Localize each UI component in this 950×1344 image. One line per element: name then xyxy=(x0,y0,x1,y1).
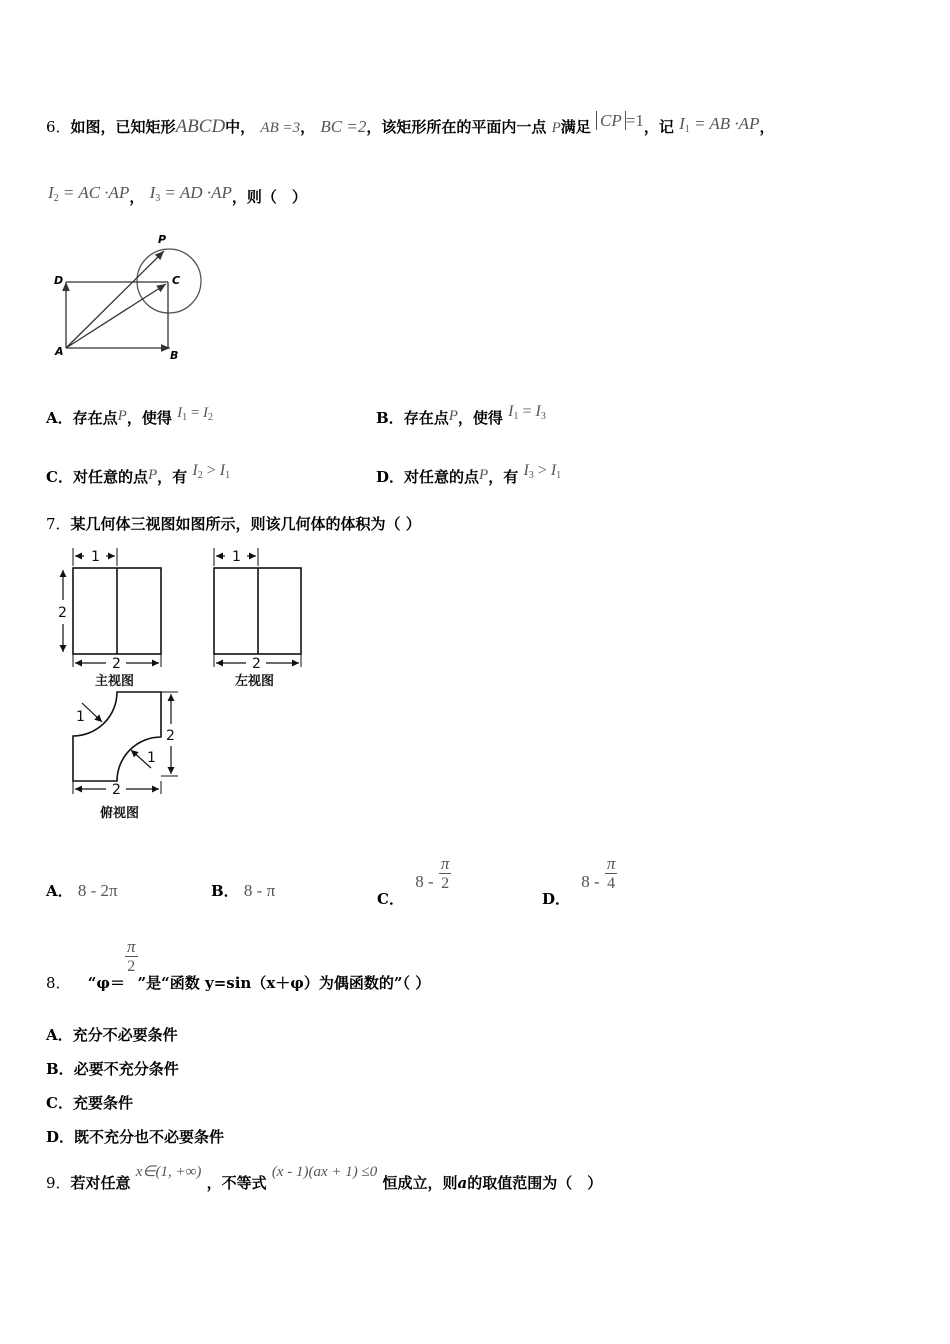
q7-option-b-label: B． xyxy=(211,882,239,900)
q6-text-2: 中， xyxy=(225,118,256,136)
q6-option-d-pre: 对任意的点 xyxy=(404,468,480,486)
q7-option-a-value: 8 - 2π xyxy=(77,881,118,900)
q6-line2 xyxy=(48,183,307,208)
q6-bc-eq: BC =2 xyxy=(320,117,367,136)
q7-top-dim-arc1: 1 xyxy=(76,709,85,725)
q6-vec-ac xyxy=(66,284,166,348)
q6-i3-def: $I_3$ = AD ·AP xyxy=(149,183,232,204)
q6-label-b: B xyxy=(170,349,179,362)
q9-text-4: 的取值范围为（ ） xyxy=(467,1174,603,1192)
q9-text-3: 恒成立，则 xyxy=(382,1174,458,1192)
q8-text-2: ”是“函数 y=sin（x＋φ）为偶函数的”（ ） xyxy=(137,973,431,992)
q6-option-d-p: P xyxy=(479,467,489,483)
q6-option-b-mid: ，使得 xyxy=(457,409,503,427)
q6-rectangle-figure xyxy=(46,228,210,368)
q6-option-a-expr: $I_1 = I_2$ xyxy=(177,405,214,423)
q7-top-label: 俯视图 xyxy=(100,806,140,821)
q8-option-c-text: 充要条件 xyxy=(72,1094,133,1112)
q6-option-c-mid: ，有 xyxy=(157,468,188,486)
q6-label-p: P xyxy=(158,233,167,246)
q7-front-dim-top: 1 xyxy=(91,549,100,565)
q7-front-dim-left: 2 xyxy=(58,605,67,621)
q6-text-3: ，该矩形所在的平面内一点 xyxy=(366,118,547,136)
q6-option-d-expr: $I_3 > I_1$ xyxy=(523,462,562,481)
q7-option-d-whole: 8 - xyxy=(581,871,600,891)
q6-option-d-label: D． xyxy=(376,468,405,486)
q9-text-2: ，不等式 xyxy=(206,1174,267,1192)
q6-line1 xyxy=(46,111,775,138)
q6-number: 6． xyxy=(46,118,71,136)
q7-front-label: 主视图 xyxy=(95,674,135,689)
q6-label-c: C xyxy=(172,274,181,287)
q7-option-d[interactable] xyxy=(542,854,617,908)
q7-option-c-whole: 8 - xyxy=(415,871,434,891)
q6-option-b-p: P xyxy=(448,408,458,424)
q7-option-c-fraction: $\frac{\pi}{2}$ xyxy=(440,854,450,892)
q6-option-c-label: C． xyxy=(46,468,73,486)
q8-option-d[interactable] xyxy=(46,1126,224,1147)
q6-option-a-p: P xyxy=(117,408,127,424)
q9-text-1: 若对任意 xyxy=(70,1174,131,1192)
q6-circle xyxy=(137,249,201,313)
q7-text: 某几何体三视图如图所示，则该几何体的体积为（ ） xyxy=(70,515,421,533)
q9-var-a: a xyxy=(457,1174,468,1192)
q6-comma-2: ， xyxy=(759,118,775,136)
q7-option-b-value: 8 - π xyxy=(243,881,276,900)
q6-text-1: 如图，已知矩形 xyxy=(70,118,176,136)
q6-option-b-expr: $I_1 = I_3$ xyxy=(508,403,546,422)
q8-option-d-label: D． xyxy=(46,1128,75,1146)
q6-option-d-mid: ，有 xyxy=(488,468,519,486)
q6-option-b[interactable] xyxy=(376,403,546,429)
q6-option-d[interactable] xyxy=(376,462,562,488)
q6-vec-ap xyxy=(66,251,164,348)
q7-number: 7． xyxy=(46,515,71,533)
q7-option-c[interactable] xyxy=(377,854,451,908)
q7-top-view xyxy=(73,692,161,781)
q6-option-b-pre: 存在点 xyxy=(403,409,449,427)
q7-top-dim-arc2: 1 xyxy=(147,750,156,766)
q6-i3-rhs: = AD ·AP xyxy=(164,183,232,202)
q6-option-a[interactable] xyxy=(46,407,213,429)
q7-option-c-label: C． xyxy=(377,889,404,908)
q6-point-p: P xyxy=(551,120,561,136)
q6-i2-def: $I_2$ = AC ·AP xyxy=(48,183,130,204)
q7-option-d-fraction: $\frac{\pi}{4}$ xyxy=(606,854,616,892)
q6-comma-1: ， xyxy=(300,118,316,136)
q7-side-dim-bottom: 2 xyxy=(252,656,261,672)
q7-option-b[interactable] xyxy=(211,880,275,901)
q6-option-a-label: A． xyxy=(46,409,73,427)
q6-option-c-pre: 对任意的点 xyxy=(72,468,148,486)
q6-comma-3: ， xyxy=(129,188,145,206)
q7-option-a-label: A． xyxy=(46,882,73,900)
q8-fraction: $\frac{\pi}{2}$ xyxy=(126,937,136,975)
q6-text-5: ，记 xyxy=(643,118,674,136)
q7-front-dim-bottom: 2 xyxy=(112,656,121,672)
q8-option-a[interactable] xyxy=(46,1024,178,1045)
q8-option-c[interactable] xyxy=(46,1092,133,1113)
q6-option-c-p: P xyxy=(147,467,158,483)
q6-i1-rhs: = AB ·AP xyxy=(694,114,760,133)
q6-text-4: 满足 xyxy=(560,118,591,136)
q7-top-dim-bottom: 2 xyxy=(112,782,121,798)
q6-ab-eq: AB =3 xyxy=(260,120,301,136)
q8-option-b[interactable] xyxy=(46,1058,179,1079)
q6-option-b-label: B． xyxy=(376,409,404,427)
q7-three-view-figure xyxy=(46,542,316,826)
q9-stem xyxy=(46,1164,603,1193)
q6-cp-abs: CP xyxy=(596,111,626,130)
q7-top-dim-right: 2 xyxy=(166,728,175,744)
q8-number: 8． xyxy=(46,973,71,992)
q6-option-a-pre: 存在点 xyxy=(72,409,118,427)
q7-option-d-label: D． xyxy=(542,889,571,908)
q6-label-d: D xyxy=(54,274,64,287)
q6-rect-name: ABCD xyxy=(175,116,226,137)
q7-option-a[interactable] xyxy=(46,880,118,901)
q8-option-d-text: 既不充分也不必要条件 xyxy=(74,1128,225,1146)
q8-option-a-text: 充分不必要条件 xyxy=(72,1026,178,1044)
q7-stem xyxy=(46,513,421,534)
q6-option-c[interactable] xyxy=(46,462,231,488)
q8-stem xyxy=(46,937,431,992)
q9-domain: x∈(1, +∞) xyxy=(135,1164,202,1180)
q6-option-a-mid: ，使得 xyxy=(126,409,172,427)
q8-option-a-label: A． xyxy=(46,1026,73,1044)
q7-side-label: 左视图 xyxy=(235,674,275,689)
q8-option-b-label: B． xyxy=(46,1060,74,1078)
q6-label-a: A xyxy=(55,345,64,358)
q8-text-1: “φ＝ xyxy=(87,973,125,992)
q6-i2-rhs: = AC ·AP xyxy=(62,183,130,202)
q7-side-dim-top: 1 xyxy=(232,549,241,565)
q8-option-b-text: 必要不充分条件 xyxy=(73,1060,179,1078)
q6-text-6: ，则（ ） xyxy=(231,188,307,206)
q6-cp-eq: =1 xyxy=(625,111,644,130)
q6-i1-def: $I_1$ = AB ·AP xyxy=(679,114,760,135)
q9-inequality: (x - 1)(ax + 1) ≤0 xyxy=(271,1164,378,1180)
q9-number: 9． xyxy=(46,1174,71,1192)
q8-option-c-label: C． xyxy=(46,1094,73,1112)
q6-option-c-expr: $I_2 > I_1$ xyxy=(192,462,231,481)
